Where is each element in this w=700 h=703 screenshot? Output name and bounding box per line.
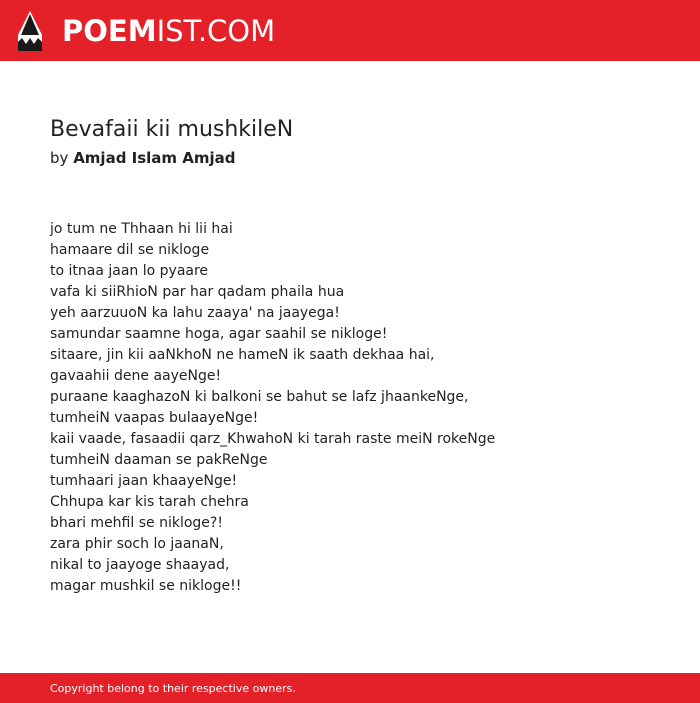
poem-line: zara phir soch lo jaanaN, [50,536,224,552]
poem-line: yeh aarzuuoN ka lahu zaaya' na jaayega! [50,305,340,321]
site-footer [0,673,700,703]
poem-line: kaii vaade, fasaadii qarz_KhwahoN ki tarah raste meiN rokeNge [50,431,496,447]
logo-bold-text: POEM [62,14,157,48]
poem-line: sitaare, jin kii aaNkhoN ne hameN ik saath dekhaa hai, [50,347,435,363]
copyright-text: Copyright belong to their respective owners. [50,682,296,695]
poem-line: tumheiN daaman se pakReNge [50,452,268,468]
poem-line: Chhupa kar kis tarah chehra [50,494,249,510]
poem-title: Bevafaii kii mushkileN [50,117,294,142]
poem-line: bhari mehfil se nikloge?! [50,515,223,531]
site-logo[interactable] [62,13,275,49]
poem-body [50,219,670,597]
poem-line: to itnaa jaan lo pyaare [50,263,209,279]
poem-line: hamaare dil se nikloge [50,242,210,258]
logo-thin-text: IST.COM [156,14,276,48]
poem-line: samundar saamne hoga, agar saahil se nikloge! [50,326,388,342]
poem-line: jo tum ne Thhaan hi lii hai [50,221,233,237]
pencil-tip-icon[interactable] [18,11,42,51]
poem-line: vafa ki siiRhioN par har qadam phaila hua [50,284,345,300]
poem-line: tumheiN vaapas bulaayeNge! [50,410,259,426]
site-header [0,0,700,61]
poem-author: Amjad Islam Amjad [73,149,236,167]
poem-line: puraane kaaghazoN ki balkoni se bahut se lafz jhaankeNge, [50,389,469,405]
poem-line: nikal to jaayoge shaayad, [50,557,230,573]
poem-line: tumhaari jaan khaayeNge! [50,473,238,489]
poem-line: magar mushkil se nikloge!! [50,578,242,594]
poem-line: gavaahii dene aayeNge! [50,368,222,384]
by-label: by [50,149,69,167]
poem-byline [50,149,236,167]
